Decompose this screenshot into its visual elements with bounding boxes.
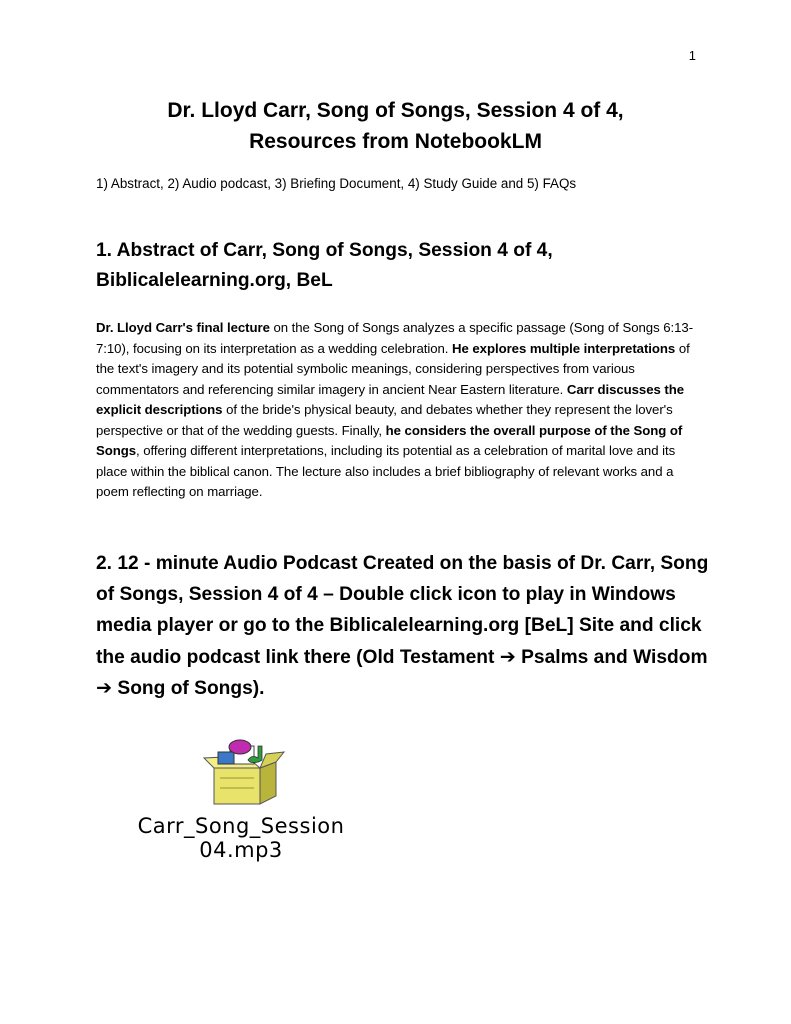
abstract-bold-1: Dr. Lloyd Carr's final lecture [96,320,270,335]
section-2-heading-text-1: 2. 12 - minute Audio Podcast Created on the basis of Dr. Carr, Song of Songs, Session 4 of 4 – Double click icon to play in Windows media player or go to the Biblicalelearning.org [BeL] Site and click the audio podcast link there (Old Testament [96,553,709,668]
resource-list: 1) Abstract, 2) Audio podcast, 3) Briefing Document, 4) Study Guide and 5) FAQs [96,176,577,191]
section-2-heading-text-3: Song of Songs). [112,677,265,699]
abstract-text-1: on the Song of Songs analyzes a specific passage (Song of Songs 6:13-7:10), focusing on its interpretation as a wedding celebration. [96,320,694,356]
abstract-text-3: of the bride's physical beauty, and debates whether they represent the lover's perspective or that of the wedding guests. Finally, [96,402,673,438]
title-line-1: Dr. Lloyd Carr, Song of Songs, Session 4 of 4, [167,99,624,122]
audio-podcast-file[interactable] [96,738,386,863]
abstract-text-4: , offering different interpretations, including its potential as a celebration of marital love and its place within the biblical canon. The lecture also includes a brief bibliography of relevant works and a poem reflecting on marriage. [96,443,676,499]
abstract-bold-2: He explores multiple interpretations [452,340,676,356]
document-title [0,95,791,157]
section-2-heading [96,548,716,704]
abstract-bold-4: he considers the overall purpose of the Song of Songs [96,422,683,458]
abstract-text-2: of the text's imagery and its potential symbolic meanings, considering perspectives from various commentators and referencing similar imagery in ancient Near Eastern literature. [96,340,690,397]
abstract-bold-3: Carr discusses the explicit descriptions [96,381,685,417]
abstract-paragraph [96,318,706,503]
title-line-2: Resources from NotebookLM [249,130,542,153]
audio-file-name-line-2: 04.mp3 [199,838,283,862]
arrow-right-icon: ➔ [96,677,113,699]
audio-file-label[interactable] [96,814,386,862]
package-icon [200,738,292,806]
section-2-heading-text-2: Psalms and Wisdom [515,646,708,668]
section-1-heading [96,236,716,296]
audio-file-name-line-1: Carr_Song_Session [137,814,345,838]
page-number: 1 [688,48,696,63]
arrow-right-icon: ➔ [499,646,516,668]
section-1-heading-line-1: 1. Abstract of Carr, Song of Songs, Session 4 of 4, [96,240,553,261]
section-1-heading-line-2: Biblicalelearning.org, BeL [96,270,333,291]
